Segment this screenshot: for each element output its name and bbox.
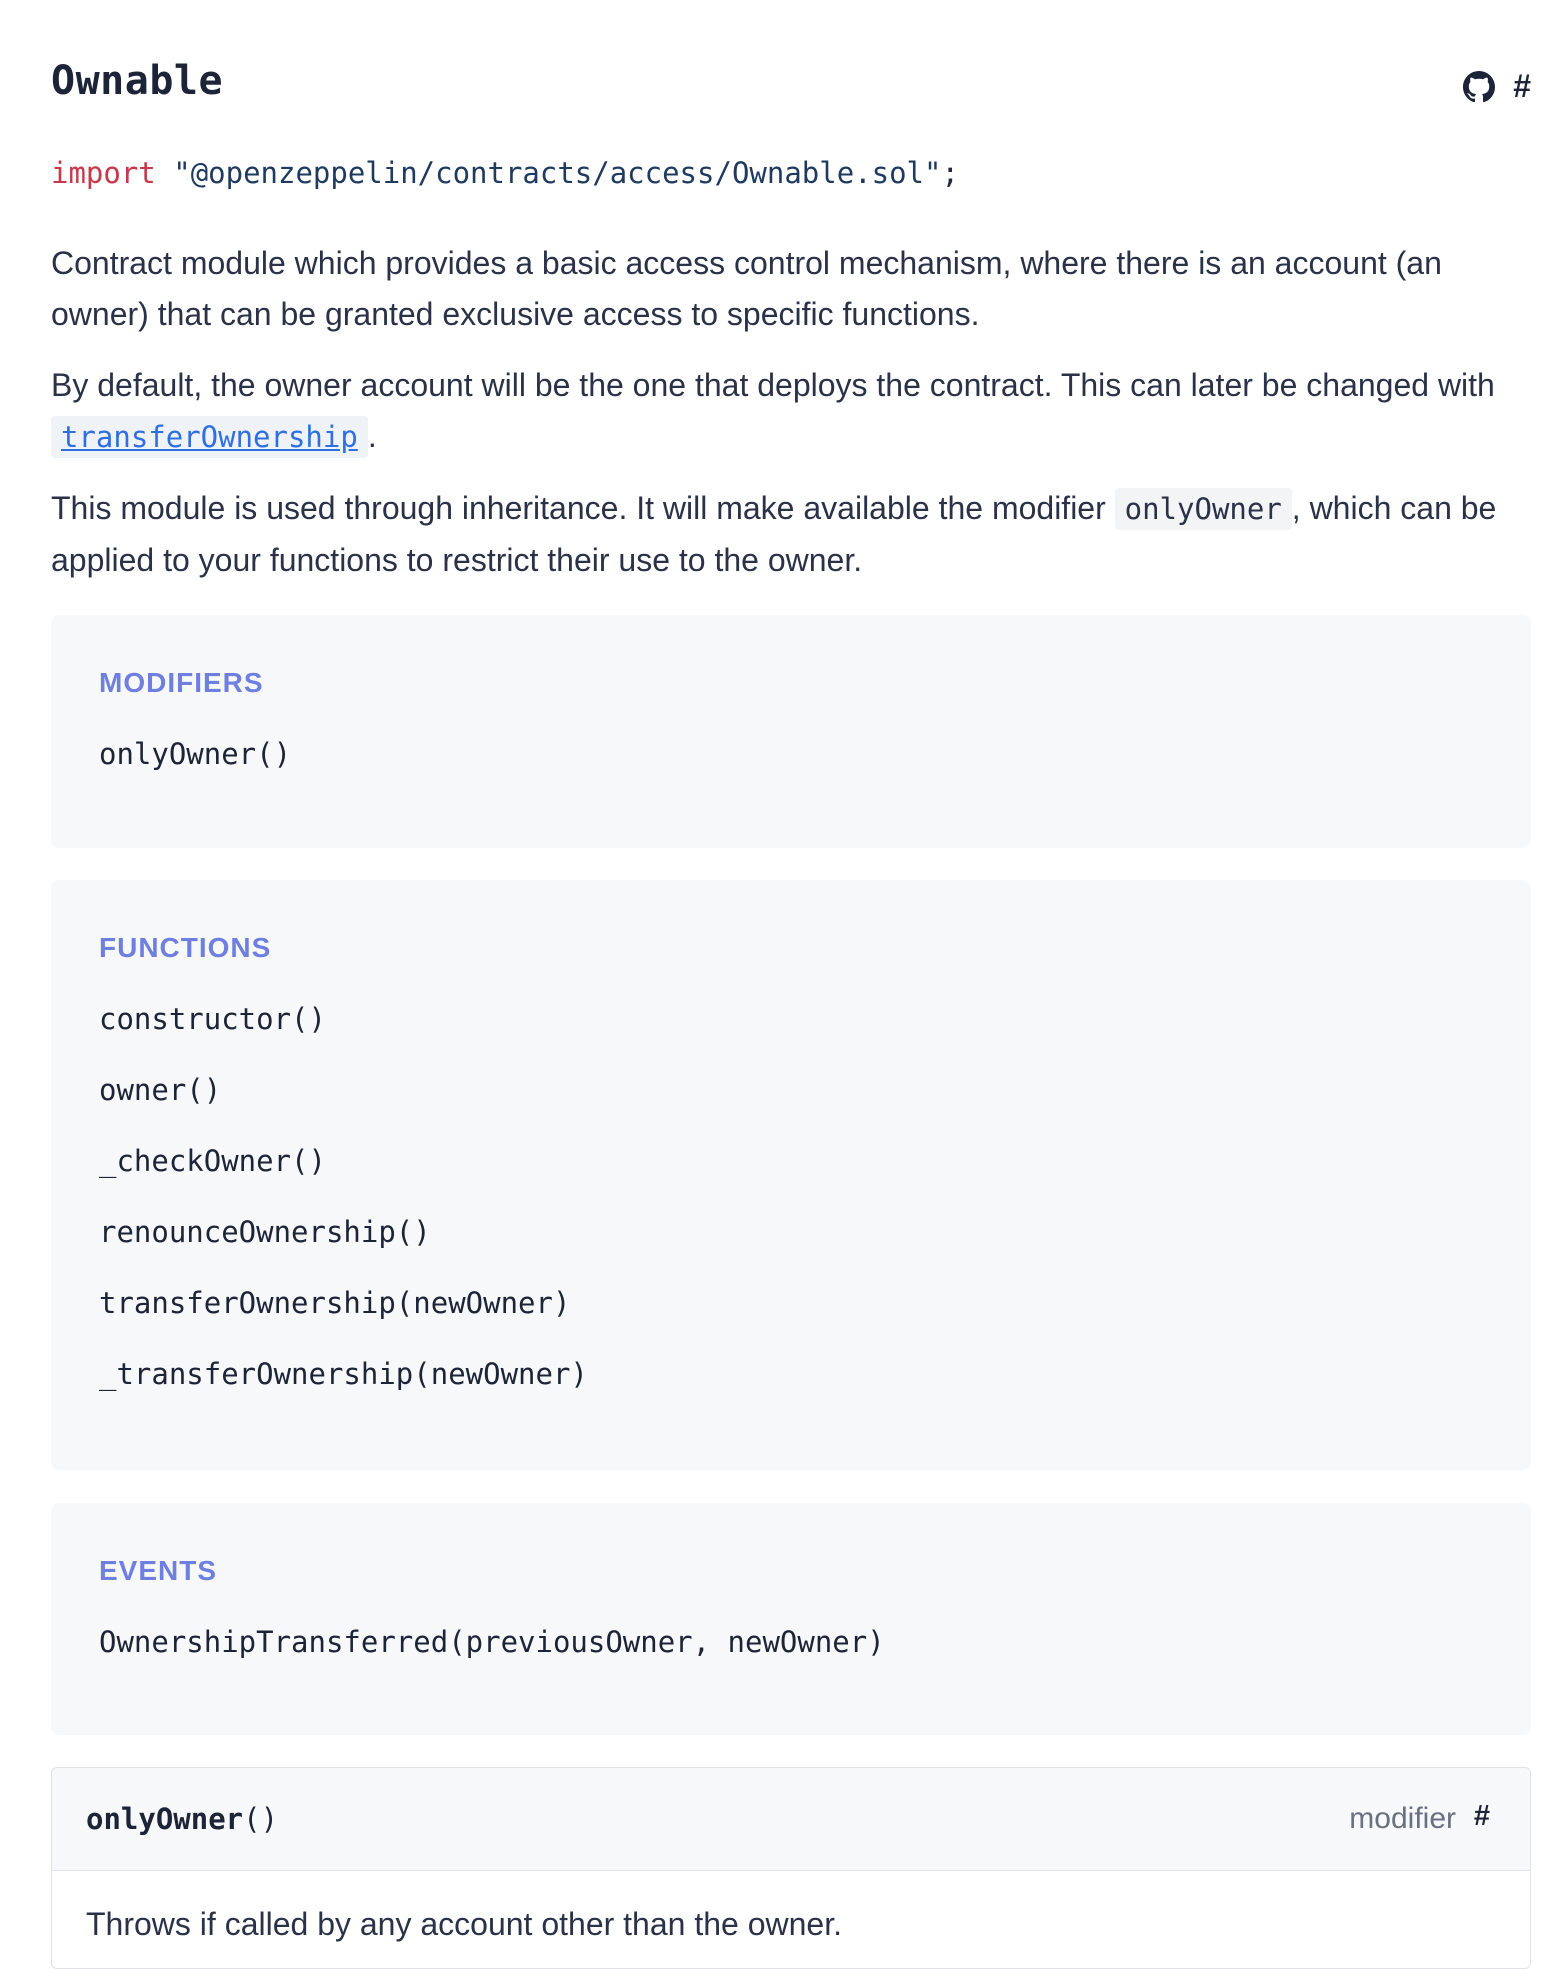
title-actions [1463,68,1531,105]
modifiers-heading: MODIFIERS [99,667,264,698]
import-keyword: import [51,156,156,190]
function-item[interactable]: owner() [99,1073,222,1107]
detail-header [52,1768,1530,1871]
events-heading: EVENTS [99,1555,218,1586]
import-statement [51,156,959,190]
functions-panel [51,880,1531,1470]
p3-rest: , which can be applied to your functions to restrict their use to the owner. [51,490,1497,578]
event-item[interactable]: OwnershipTransferred(previousOwner, newOwner) [99,1625,885,1659]
detail-description: Throws if called by any account other than the owner. [86,1906,842,1942]
transferownership-link[interactable]: transferOwnership [51,416,368,458]
function-item[interactable]: transferOwnership(newOwner) [99,1286,571,1320]
description-paragraph-3 [51,483,1531,586]
onlyowner-code: onlyOwner [1115,488,1292,530]
detail-signature [86,1802,278,1836]
function-item[interactable]: constructor() [99,1002,326,1036]
github-icon[interactable] [1463,71,1495,103]
modifier-item[interactable]: onlyOwner() [99,737,292,771]
anchor-link[interactable]: # [1513,68,1531,104]
description-paragraph-1: Contract module which provides a basic access control mechanism, where there is an account (an owner) that can be granted exclusive access to specific functions. [51,245,1442,332]
p2-text: By default, the owner account will be the one that deploys the contract. This can later be changed with [51,367,1495,403]
import-path: "@openzeppelin/contracts/access/Ownable.sol" [173,156,942,190]
import-semicolon: ; [941,156,959,190]
function-item[interactable]: _transferOwnership(newOwner) [99,1357,588,1391]
function-item[interactable]: _checkOwner() [99,1144,326,1178]
events-panel [51,1503,1531,1735]
modifiers-panel [51,615,1531,848]
title-row [51,58,1531,118]
detail-name: onlyOwner [86,1802,244,1836]
detail-parens: () [243,1802,279,1836]
functions-heading: FUNCTIONS [99,932,272,963]
p3-text: This module is used through inheritance. It will make available the modifier [51,490,1106,526]
detail-kind-label: modifier [1349,1802,1456,1835]
detail-anchor-link[interactable]: # [1473,1800,1490,1832]
page-title: Ownable [51,58,224,104]
function-item[interactable]: renounceOwnership() [99,1215,431,1249]
onlyowner-detail-card [51,1767,1531,1969]
description-paragraph-2 [51,360,1531,463]
p2-period: . [367,418,377,454]
